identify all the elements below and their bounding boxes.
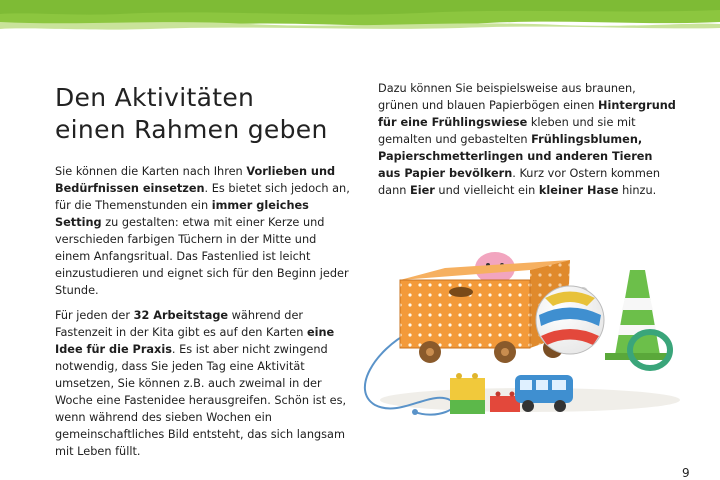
left-text-column bbox=[55, 163, 355, 460]
text-run: und vielleicht ein bbox=[434, 184, 539, 197]
text-run: während der Fastenzeit in der Kita gibt es auf den Karten bbox=[55, 309, 307, 339]
text-run: . Es ist aber nicht zwingend notwendig, dass Sie jeden Tag eine Aktivität umsetzen, Sie können z.B. auch zweimal in der Woche eine Fastenidee herausgreifen. Schön ist es, wenn während des sieben Wochen ein gemeinschaftliches Bild entsteht, das sich langsam mit Leben füllt. bbox=[55, 343, 347, 458]
text-run: Für jeden der bbox=[55, 309, 134, 322]
text-run: zu gestalten: etwa mit einer Kerze und verschieden farbigen Tüchern in der Mitte und einem Anfangsritual. Das Fastenlied ist leicht einzustudieren und eignet sich für den Beginn jeder Stunde. bbox=[55, 216, 349, 297]
bold-text: eine Idee für die Praxis bbox=[55, 326, 335, 356]
page-title bbox=[55, 82, 355, 146]
page-number: 9 bbox=[682, 466, 690, 480]
bold-text: Hintergrund für eine Frühlingswiese bbox=[378, 99, 676, 129]
bold-text: Frühlingsblumen, Papierschmetterlingen und anderen Tieren aus Papier bevölkern bbox=[378, 133, 653, 180]
bold-text: Vorlieben und Bedürfnissen einsetzen bbox=[55, 165, 336, 195]
bold-text: 32 Arbeitstage bbox=[133, 309, 229, 322]
text-run: hinzu. bbox=[618, 184, 657, 197]
left-paragraph-2 bbox=[55, 307, 355, 460]
bold-text: Eier bbox=[410, 184, 435, 197]
right-paragraph bbox=[378, 80, 678, 199]
left-paragraph-1 bbox=[55, 163, 355, 299]
text-run: Sie können die Karten nach Ihren bbox=[55, 165, 247, 178]
page-title-line-1: Den Aktivitäten bbox=[55, 83, 255, 112]
page-title-line-2: einen Rahmen geben bbox=[55, 115, 328, 144]
colorful-ball-icon bbox=[536, 286, 604, 354]
text-run: kleben und sie mit gemalten und gebastelten bbox=[378, 116, 636, 146]
traffic-cone-icon bbox=[605, 270, 670, 360]
text-run: . Kurz vor Ostern kommen dann bbox=[378, 167, 660, 197]
top-green-band bbox=[0, 0, 720, 30]
text-run: . Es bietet sich jedoch an, für die Themenstunden ein bbox=[55, 182, 350, 212]
text-run: Dazu können Sie beispielsweise aus braunen, grünen und blauen Papierbögen einen bbox=[378, 82, 636, 112]
bold-text: immer gleiches Setting bbox=[55, 199, 309, 229]
bold-text: kleiner Hase bbox=[538, 184, 619, 197]
toy-box-illustration bbox=[355, 240, 685, 425]
right-text-column bbox=[378, 80, 678, 199]
